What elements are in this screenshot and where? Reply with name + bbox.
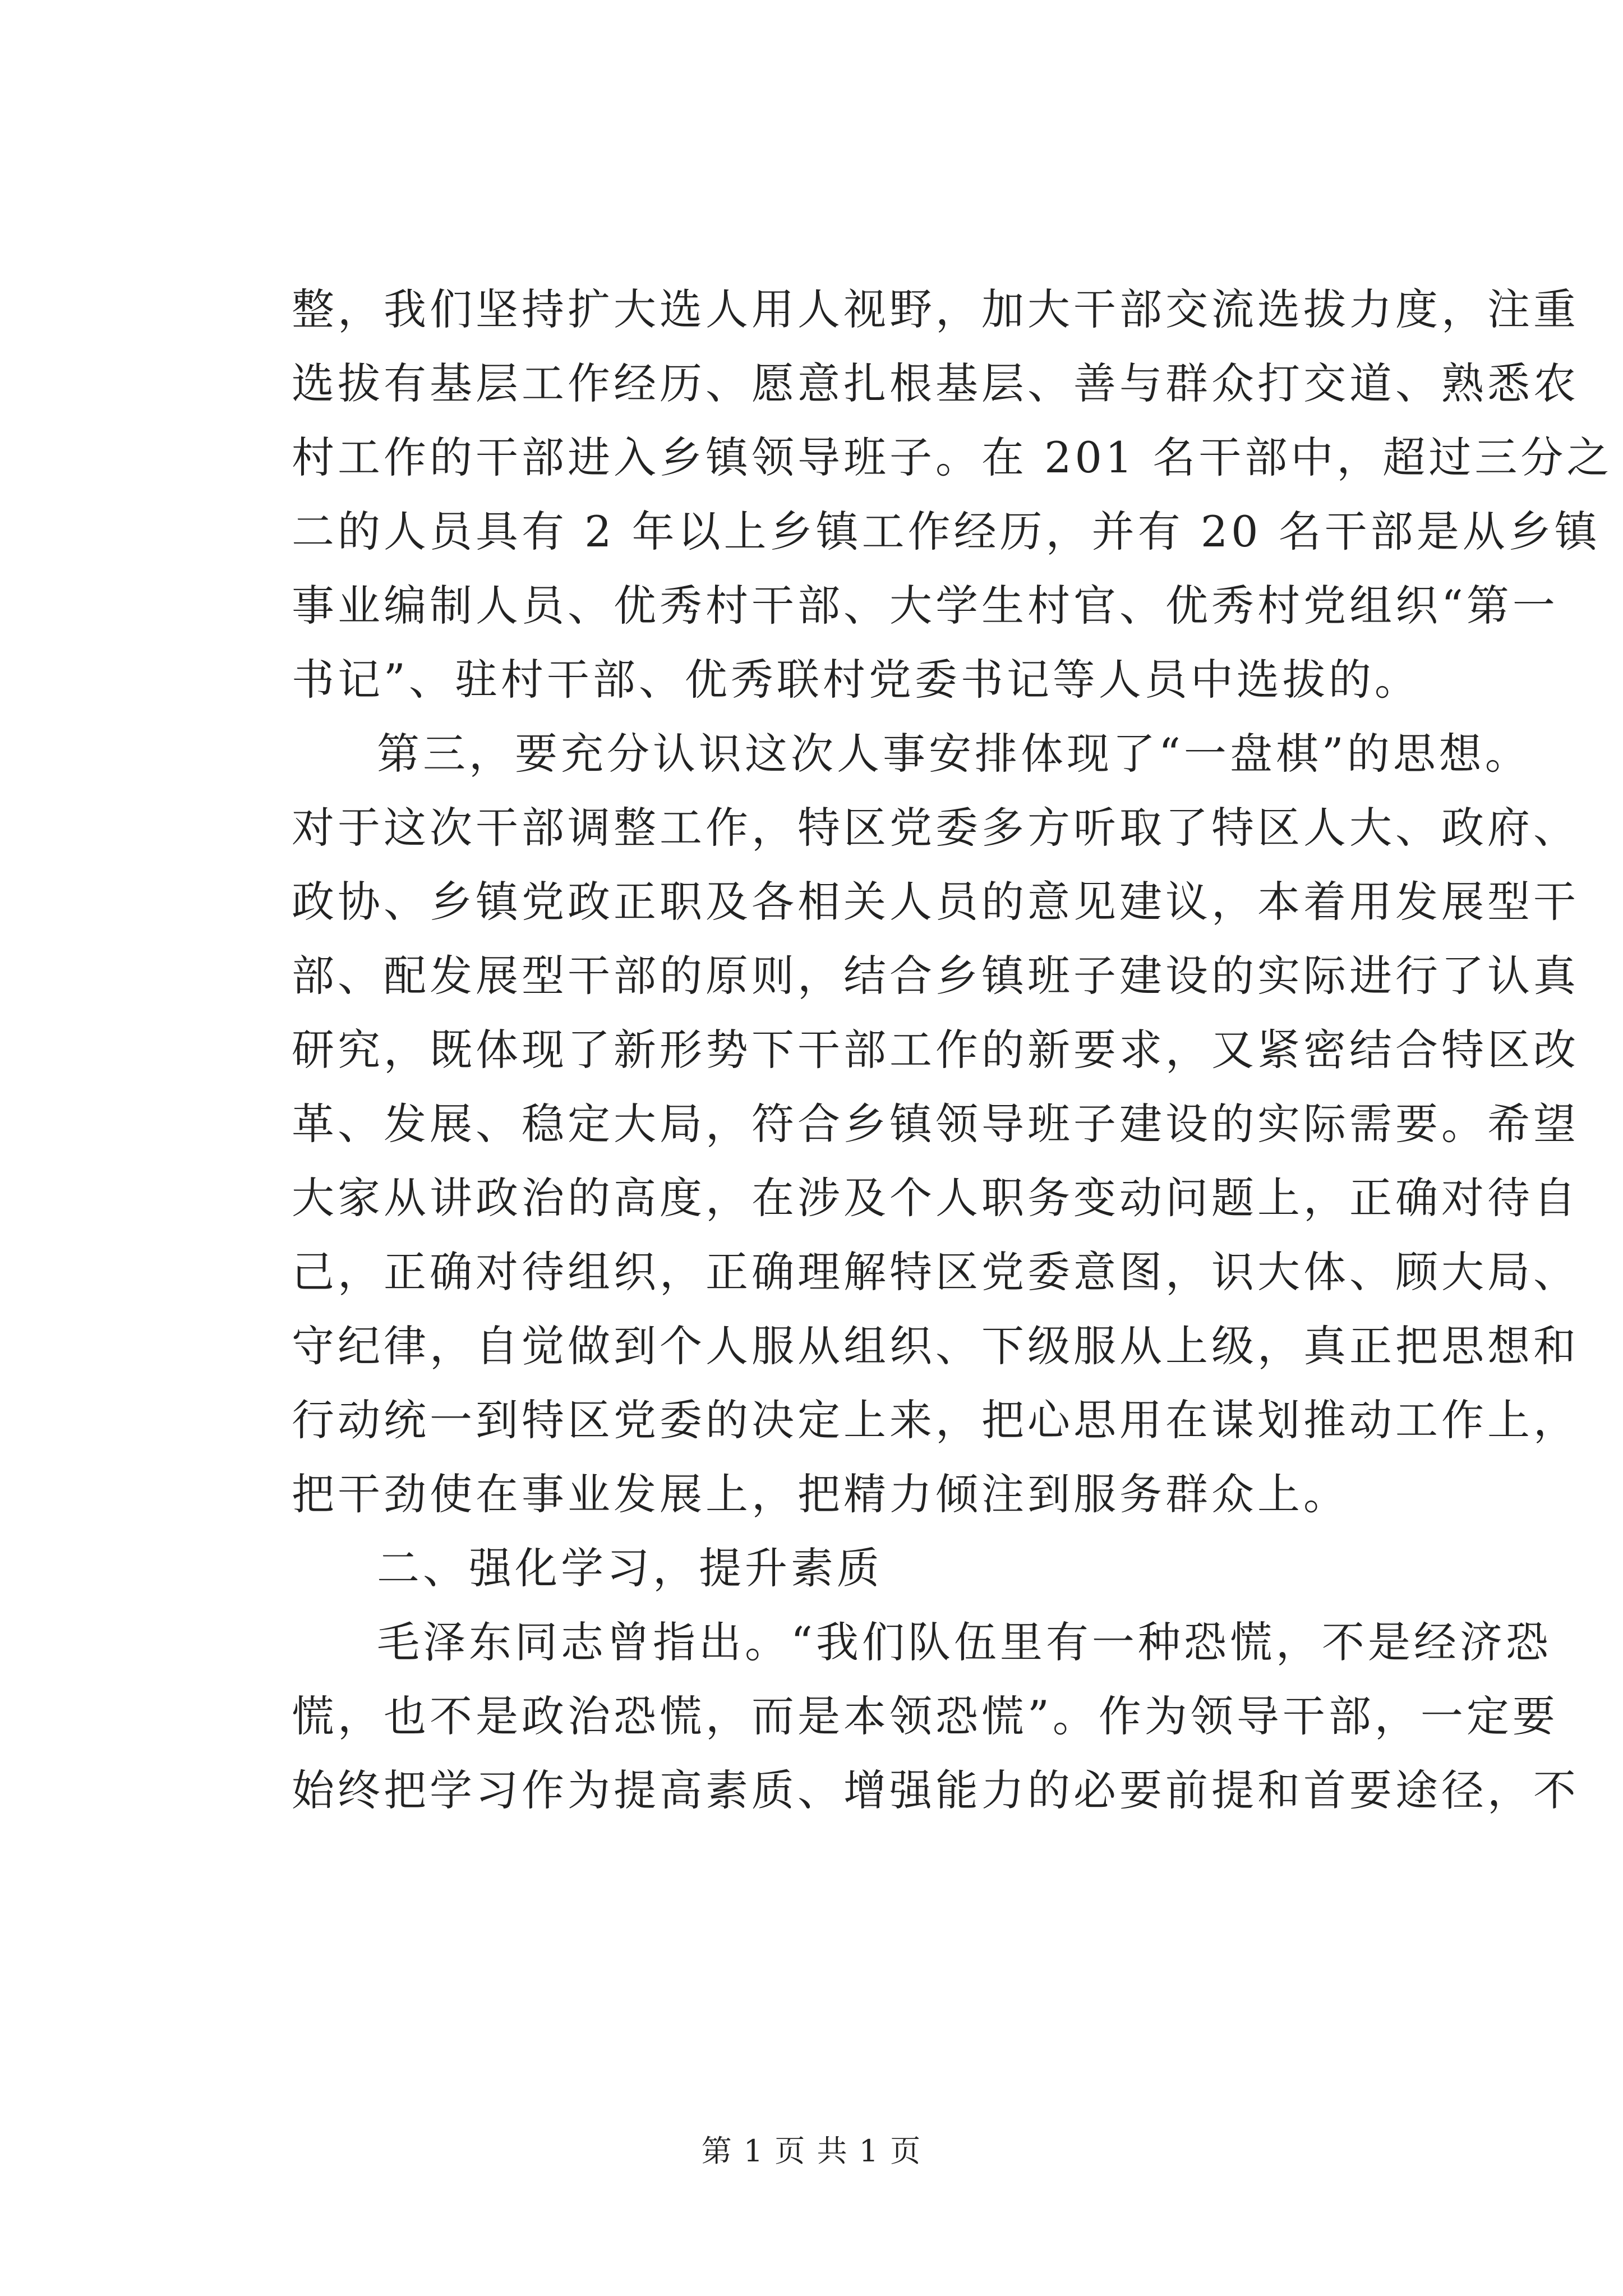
text-line: 守纪律，自觉做到个人服从组织、下级服从上级，真正把思想和 <box>292 1321 1579 1371</box>
text-line: 二的人员具有 2 年以上乡镇工作经历，并有 20 名干部是从乡镇 <box>292 507 1601 556</box>
text-line: 政协、乡镇党政正职及各相关人员的意见建议，本着用发展型干 <box>292 877 1579 927</box>
text-line: 始终把学习作为提高素质、增强能力的必要前提和首要途径，不 <box>292 1765 1579 1815</box>
text-line: 整，我们坚持扩大选人用人视野，加大干部交流选拔力度，注重 <box>292 284 1579 334</box>
text-line: 村工作的干部进入乡镇领导班子。在 201 名干部中，超过三分之 <box>292 432 1613 482</box>
text-line: 第三，要充分认识这次人事安排体现了“一盘棋”的思想。 <box>377 729 1531 779</box>
text-line: 把干劲使在事业发展上，把精力倾注到服务群众上。 <box>292 1469 1349 1519</box>
text-line: 书记”、驻村干部、优秀联村党委书记等人员中选拔的。 <box>292 655 1421 705</box>
page-footer: 第 1 页 共 1 页 <box>701 2133 922 2169</box>
text-line: 部、配发展型干部的原则，结合乡镇班子建设的实际进行了认真 <box>292 951 1579 1001</box>
document-body <box>292 273 1613 1828</box>
text-line: 事业编制人员、优秀村干部、大学生村官、优秀村党组织“第一 <box>292 581 1559 631</box>
text-line: 研究，既体现了新形势下干部工作的新要求，又紧密结合特区改 <box>292 1025 1579 1075</box>
text-line: 对于这次干部调整工作，特区党委多方听取了特区人大、政府、 <box>292 803 1579 853</box>
section-heading: 二、强化学习，提升素质 <box>377 1543 883 1593</box>
text-line: 行动统一到特区党委的决定上来，把心思用在谋划推动工作上， <box>292 1395 1579 1445</box>
text-line: 慌，也不是政治恐慌，而是本领恐慌”。作为领导干部，一定要 <box>292 1691 1559 1741</box>
text-line: 己，正确对待组织，正确理解特区党委意图，识大体、顾大局、 <box>292 1247 1579 1297</box>
text-line: 毛泽东同志曾指出。“我们队伍里有一种恐慌，不是经济恐 <box>377 1617 1552 1667</box>
text-line: 革、发展、稳定大局，符合乡镇领导班子建设的实际需要。希望 <box>292 1099 1579 1149</box>
text-line: 大家从讲政治的高度，在涉及个人职务变动问题上，正确对待自 <box>292 1173 1579 1223</box>
text-line: 选拔有基层工作经历、愿意扎根基层、善与群众打交道、熟悉农 <box>292 358 1579 408</box>
